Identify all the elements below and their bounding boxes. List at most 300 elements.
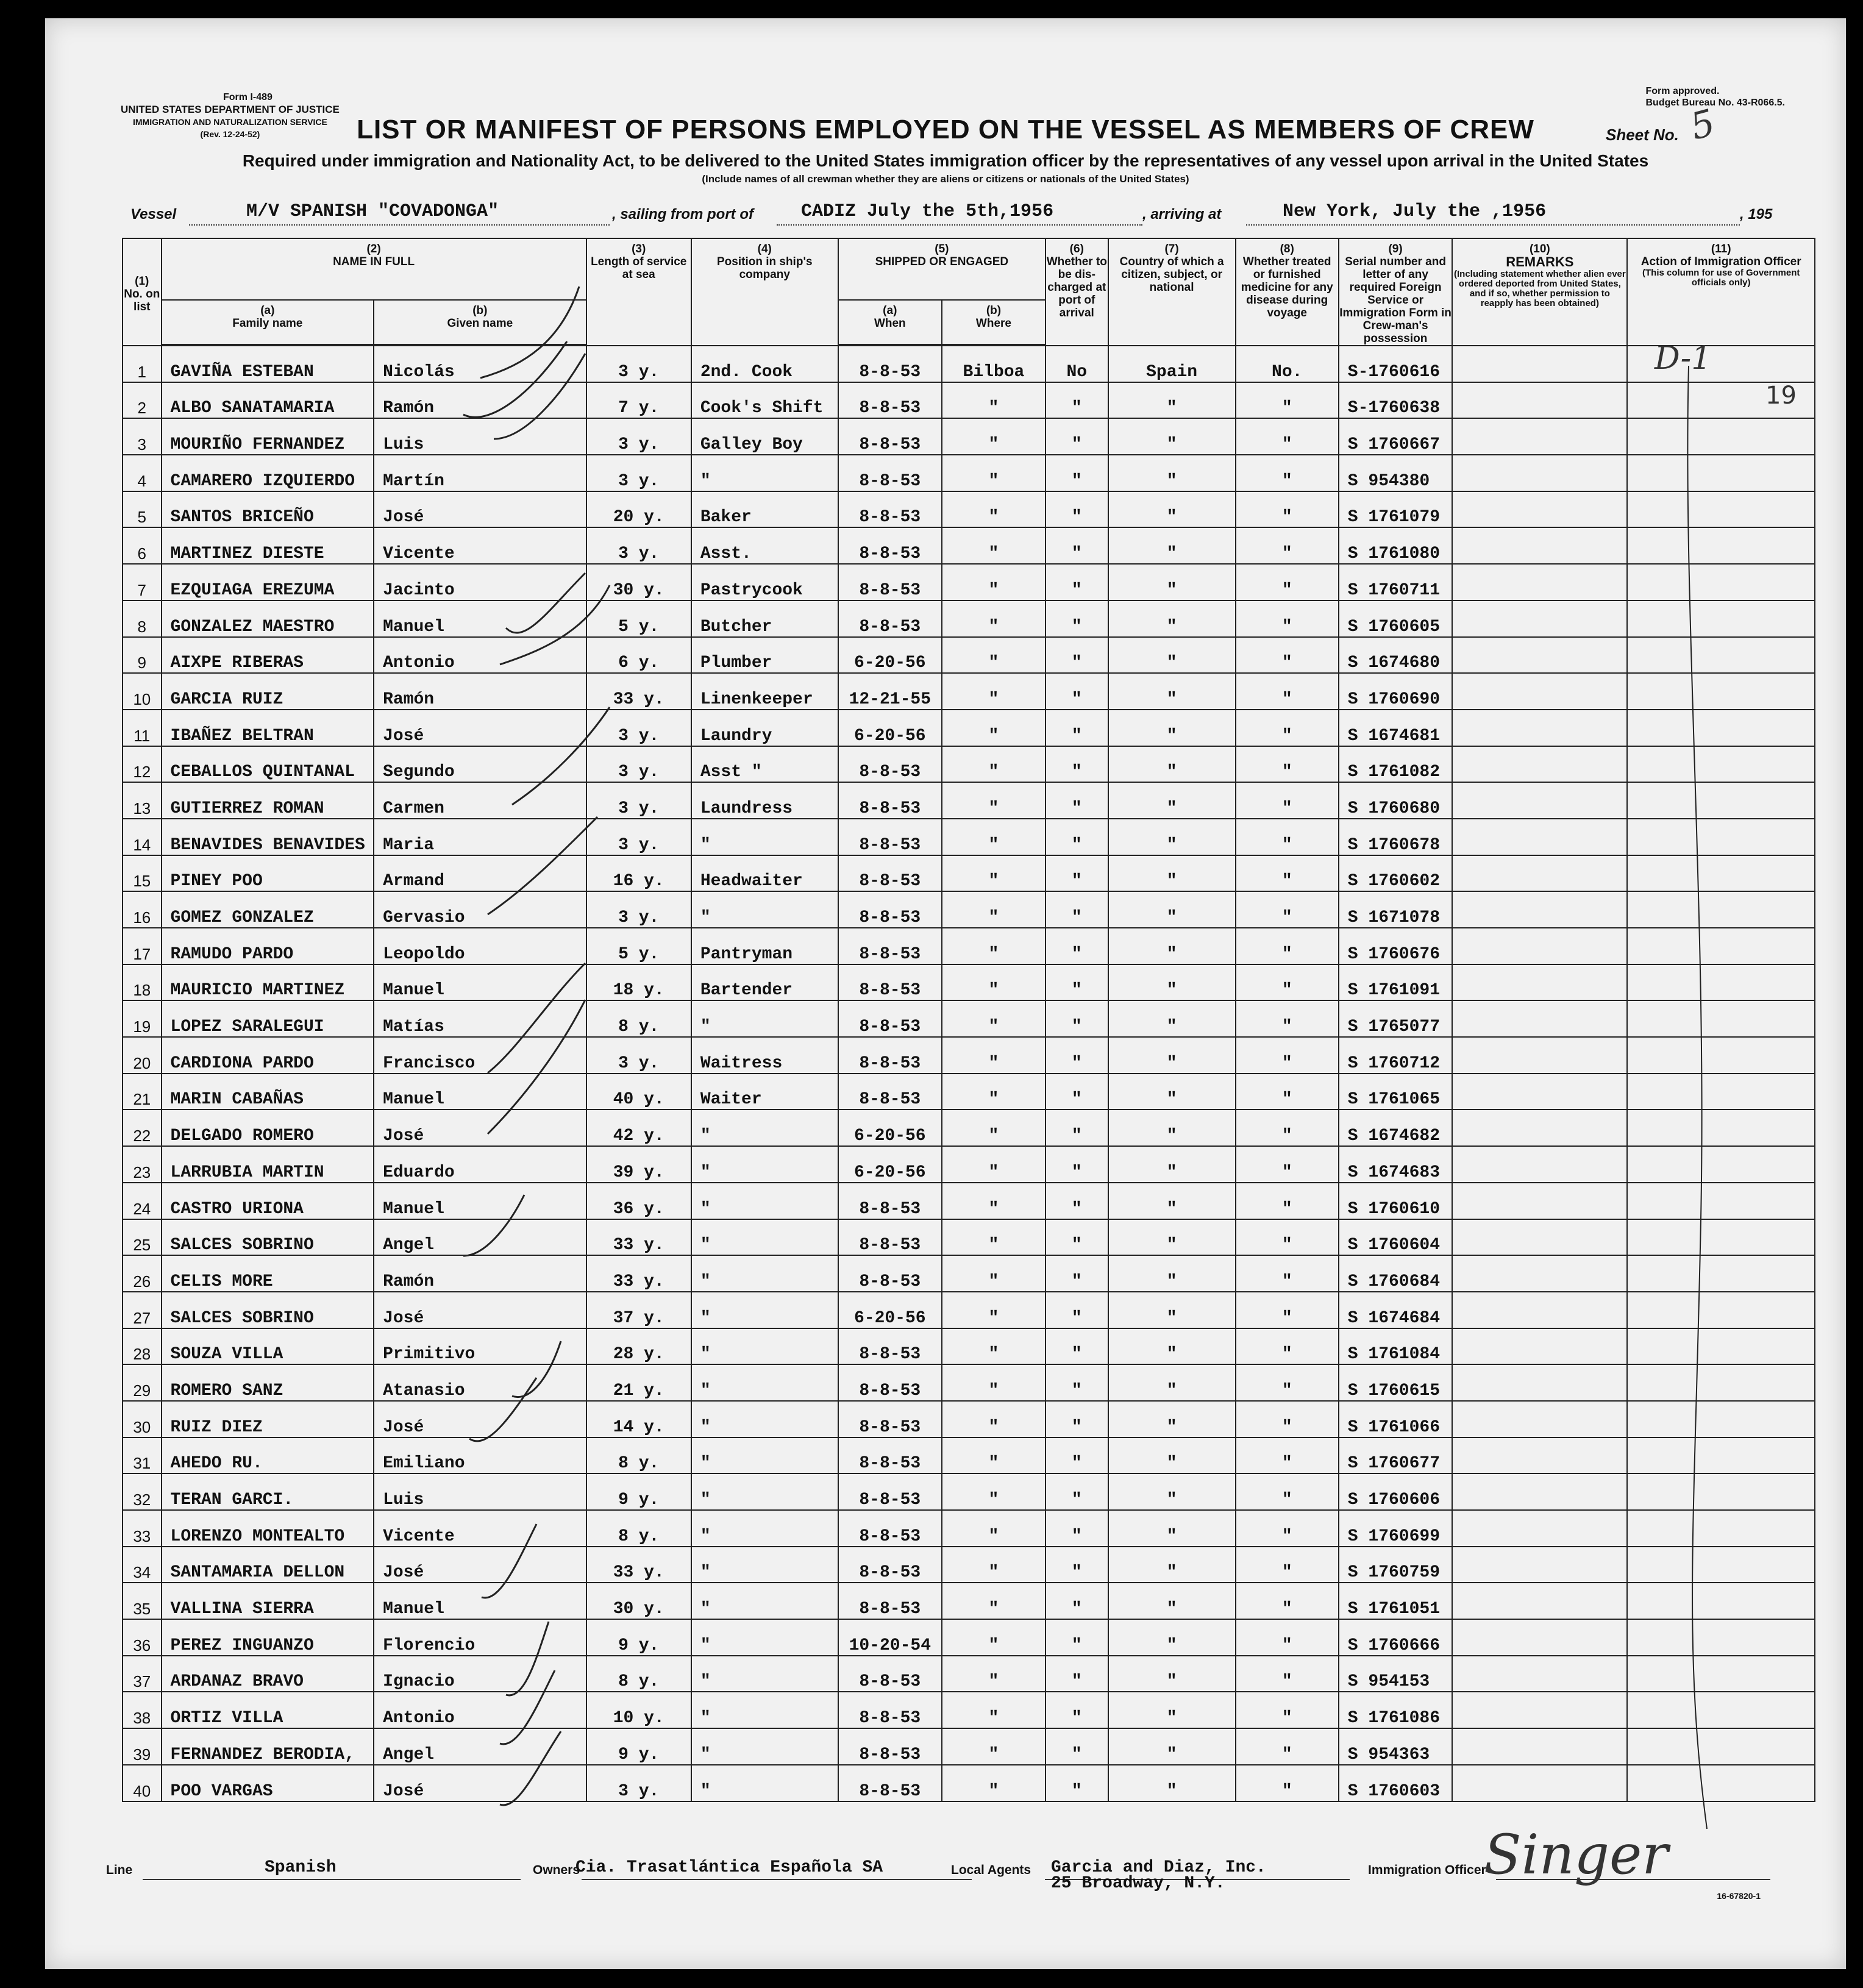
check-mark [506,573,585,633]
treated-cell: " [1236,782,1339,819]
shipped-where-cell: " [942,819,1045,855]
given-name-cell: José [374,491,586,528]
position-cell: " [691,1692,838,1728]
row-number-cell: 18 [123,964,162,1001]
treated-cell: " [1236,1765,1339,1801]
family-name-cell: GUTIERREZ ROMAN [162,782,374,819]
col-3-header: (3) Length of service at sea [586,238,691,346]
service-length-cell: 6 y. [586,637,691,674]
discharged-cell: " [1045,1292,1108,1328]
shipped-where-cell: " [942,1255,1045,1292]
shipped-where-cell: " [942,1583,1045,1619]
col-2a-header: (a) Family name [162,300,374,344]
serial-number-cell: S 1760684 [1339,1255,1453,1292]
discharged-cell: " [1045,1183,1108,1219]
family-name-cell: LOPEZ SARALEGUI [162,1000,374,1037]
check-mark [500,585,610,664]
row-number-cell: 15 [123,855,162,892]
check-mark [482,1524,536,1598]
family-name-cell: MARTINEZ DIESTE [162,527,374,564]
serial-number-cell: S 1760678 [1339,819,1453,855]
serial-number-cell: S 1760690 [1339,673,1453,710]
row-number-cell: 25 [123,1219,162,1256]
sheet-number-label: Sheet No. [1606,126,1679,144]
form-id: Form I-489 [223,92,273,102]
country-cell: " [1108,1438,1236,1474]
shipped-when-cell: 6-20-56 [838,637,942,674]
given-name-cell: José [374,1547,586,1583]
discharged-cell: " [1045,1510,1108,1547]
position-cell: " [691,1510,838,1547]
serial-number-cell: S 1760667 [1339,418,1453,455]
discharged-cell: " [1045,1401,1108,1438]
treated-cell: " [1236,928,1339,964]
country-cell: " [1108,1328,1236,1365]
treated-cell: " [1236,1583,1339,1619]
treated-cell: " [1236,819,1339,855]
family-name-cell: IBAÑEZ BELTRAN [162,710,374,746]
treated-cell: " [1236,1146,1339,1183]
family-name-cell: MAURICIO MARTINEZ [162,964,374,1001]
discharged-cell: " [1045,527,1108,564]
discharged-cell: " [1045,1547,1108,1583]
row-number-cell: 8 [123,600,162,637]
row-number-cell: 19 [123,1000,162,1037]
subtitle-note: (Include names of all crewman whether they are aliens or citizens or nationals of the United States) [702,173,1189,185]
shipped-when-cell: 8-8-53 [838,1183,942,1219]
discharged-cell: " [1045,1037,1108,1074]
given-name-cell: Atanasio [374,1364,586,1401]
family-name-cell: ARDANAZ BRAVO [162,1656,374,1692]
country-cell: " [1108,1692,1236,1728]
country-cell: " [1108,1074,1236,1110]
subtitle: Required under immigration and Nationality Act, to be delivered to the United States immigration officer by the representatives of any vessel upon arrival in the United States [242,151,1649,170]
position-cell: " [691,1401,838,1438]
country-cell: " [1108,527,1236,564]
shipped-when-cell: 8-8-53 [838,600,942,637]
family-name-cell: CEBALLOS QUINTANAL [162,746,374,783]
treated-cell: " [1236,1364,1339,1401]
shipped-where-cell: " [942,600,1045,637]
serial-number-cell: S 1760604 [1339,1219,1453,1256]
sailing-value: CADIZ July the 5th,1956 [801,201,1054,222]
shipped-when-cell: 8-8-53 [838,1438,942,1474]
discharged-cell: " [1045,1438,1108,1474]
serial-number-cell: S 1761079 [1339,491,1453,528]
country-cell: " [1108,382,1236,419]
row-number-cell: 35 [123,1583,162,1619]
row-number-cell: 30 [123,1401,162,1438]
given-name-cell: Ignacio [374,1656,586,1692]
position-cell: " [691,819,838,855]
shipped-when-cell: 8-8-53 [838,782,942,819]
service-length-cell: 5 y. [586,928,691,964]
row-number-cell: 14 [123,819,162,855]
row-number-cell: 39 [123,1728,162,1765]
country-cell: " [1108,1219,1236,1256]
given-name-cell: Angel [374,1728,586,1765]
department: UNITED STATES DEPARTMENT OF JUSTICE [121,104,340,115]
officer-label: Immigration Officer [1368,1863,1486,1877]
shipped-when-cell: 8-8-53 [838,928,942,964]
serial-number-cell: S 1760615 [1339,1364,1453,1401]
family-name-cell: AHEDO RU. [162,1438,374,1474]
service-length-cell: 8 y. [586,1438,691,1474]
check-mark [494,354,585,439]
treated-cell: " [1236,1401,1339,1438]
shipped-when-cell: 8-8-53 [838,891,942,928]
given-name-cell: José [374,710,586,746]
position-cell: Bartender [691,964,838,1001]
service-length-cell: 3 y. [586,819,691,855]
serial-number-cell: S 954363 [1339,1728,1453,1765]
service-length-cell: 9 y. [586,1473,691,1510]
shipped-when-cell: 8-8-53 [838,1000,942,1037]
shipped-where-cell: " [942,1292,1045,1328]
row-number-cell: 6 [123,527,162,564]
service-length-cell: 40 y. [586,1074,691,1110]
service-length-cell: 33 y. [586,673,691,710]
col-5b-header: (b) Where [942,300,1045,344]
given-name-cell: Gervasio [374,891,586,928]
service-length-cell: 3 y. [586,891,691,928]
shipped-where-cell: " [942,491,1045,528]
discharged-cell: " [1045,491,1108,528]
shipped-when-cell: 8-8-53 [838,1728,942,1765]
service-length-cell: 3 y. [586,455,691,491]
position-cell: Galley Boy [691,418,838,455]
discharged-cell: " [1045,1074,1108,1110]
family-name-cell: RUIZ DIEZ [162,1401,374,1438]
given-name-cell: Ramón [374,1255,586,1292]
service-length-cell: 3 y. [586,418,691,455]
given-name-cell: Ramón [374,673,586,710]
discharged-cell: " [1045,855,1108,892]
country-cell: " [1108,891,1236,928]
country-cell: " [1108,1255,1236,1292]
country-cell: " [1108,1510,1236,1547]
serial-number-cell: S 1760603 [1339,1765,1453,1801]
serial-number-cell: S 1760602 [1339,855,1453,892]
given-name-cell: Manuel [374,1183,586,1219]
country-cell: " [1108,1146,1236,1183]
treated-cell: " [1236,455,1339,491]
service-length-cell: 21 y. [586,1364,691,1401]
given-name-cell: Francisco [374,1037,586,1074]
country-cell: Spain [1108,346,1236,382]
service-length-cell: 9 y. [586,1619,691,1656]
shipped-when-cell: 8-8-53 [838,964,942,1001]
col-8-header: (8) Whether treated or furnished medicine for any disease during voyage [1236,238,1339,346]
col-7-header: (7) Country of which a citizen, subject, or national [1108,238,1236,346]
discharged-cell: " [1045,382,1108,419]
serial-number-cell: S 1760606 [1339,1473,1453,1510]
row-number-cell: 33 [123,1510,162,1547]
row-number-cell: 22 [123,1110,162,1146]
service-length-cell: 5 y. [586,600,691,637]
given-name-cell: Manuel [374,964,586,1001]
vessel-value: M/V SPANISH "COVADONGA" [246,201,499,222]
owners-label: Owners [533,1863,580,1877]
form-code: 16-67820-1 [1717,1891,1761,1901]
shipped-where-cell: " [942,1765,1045,1801]
family-name-cell: LARRUBIA MARTIN [162,1146,374,1183]
shipped-when-cell: 8-8-53 [838,1510,942,1547]
line-value: Spanish [265,1858,337,1877]
discharged-cell: " [1045,1146,1108,1183]
sheet-number-value: 5 [1686,101,1720,149]
service-length-cell: 16 y. [586,855,691,892]
shipped-when-cell: 8-8-53 [838,855,942,892]
serial-number-cell: S 1761065 [1339,1074,1453,1110]
row-number-cell: 5 [123,491,162,528]
row-number-cell: 4 [123,455,162,491]
check-mark [500,1670,555,1744]
row-number-cell: 23 [123,1146,162,1183]
row-number-cell: 24 [123,1183,162,1219]
row-number-cell: 36 [123,1619,162,1656]
row-number-cell: 34 [123,1547,162,1583]
country-cell: " [1108,1037,1236,1074]
position-cell: " [691,1110,838,1146]
row-number-cell: 9 [123,637,162,674]
serial-number-cell: S 1760711 [1339,564,1453,600]
country-cell: " [1108,673,1236,710]
family-name-cell: ALBO SANATAMARIA [162,382,374,419]
col-6-header: (6) Whether to be dis-charged at port of arrival [1045,238,1108,346]
family-name-cell: LORENZO MONTEALTO [162,1510,374,1547]
position-cell: Baker [691,491,838,528]
owners-value: Cia. Trasatlántica Española SA [575,1858,883,1877]
discharged-cell: " [1045,891,1108,928]
service-length-cell: 36 y. [586,1183,691,1219]
service-length-cell: 37 y. [586,1292,691,1328]
family-name-cell: RAMUDO PARDO [162,928,374,964]
family-name-cell: EZQUIAGA EREZUMA [162,564,374,600]
position-cell: " [691,1473,838,1510]
page-title: LIST OR MANIFEST OF PERSONS EMPLOYED ON THE VESSEL AS MEMBERS OF CREW [357,115,1534,144]
serial-number-cell: S 1760680 [1339,782,1453,819]
family-name-cell: SANTAMARIA DELLON [162,1547,374,1583]
given-name-cell: Manuel [374,1583,586,1619]
vessel-label: Vessel [130,206,177,223]
position-cell: " [691,1146,838,1183]
shipped-where-cell: " [942,1656,1045,1692]
col-1-header: (1) No. on list [123,238,162,346]
serial-number-cell: S 1761066 [1339,1401,1453,1438]
treated-cell: " [1236,710,1339,746]
margin-number: 19 [1765,382,1797,410]
given-name-cell: Armand [374,855,586,892]
shipped-when-cell: 8-8-53 [838,1328,942,1365]
position-cell: Plumber [691,637,838,674]
approval-line-1: Form approved. [1645,86,1720,96]
row-number-cell: 2 [123,382,162,419]
row-number-cell: 7 [123,564,162,600]
discharged-cell: " [1045,1473,1108,1510]
serial-number-cell: S 1674681 [1339,710,1453,746]
serial-number-cell: S-1760616 [1339,346,1453,382]
country-cell: " [1108,964,1236,1001]
row-number-cell: 17 [123,928,162,964]
col-2b-header: (b) Given name [374,300,586,344]
treated-cell: " [1236,491,1339,528]
service-length-cell: 20 y. [586,491,691,528]
country-cell: " [1108,564,1236,600]
country-cell: " [1108,782,1236,819]
position-cell: " [691,1656,838,1692]
country-cell: " [1108,455,1236,491]
country-cell: " [1108,491,1236,528]
discharged-cell: " [1045,418,1108,455]
position-cell: " [691,1328,838,1365]
family-name-cell: DELGADO ROMERO [162,1110,374,1146]
shipped-where-cell: Bilboa [942,346,1045,382]
family-name-cell: GONZALEZ MAESTRO [162,600,374,637]
position-cell: " [691,1547,838,1583]
position-cell: Pantryman [691,928,838,964]
given-name-cell: Eduardo [374,1146,586,1183]
treated-cell: " [1236,1074,1339,1110]
row-number-cell: 13 [123,782,162,819]
given-name-cell: Manuel [374,600,586,637]
treated-cell: " [1236,382,1339,419]
discharged-cell: " [1045,782,1108,819]
shipped-where-cell: " [942,1438,1045,1474]
arriving-label: , arriving at [1142,206,1222,223]
treated-cell: " [1236,1110,1339,1146]
treated-cell: " [1236,418,1339,455]
country-cell: " [1108,1583,1236,1619]
service-length-cell: 33 y. [586,1219,691,1256]
discharged-cell: " [1045,455,1108,491]
shipped-where-cell: " [942,964,1045,1001]
shipped-when-cell: 8-8-53 [838,564,942,600]
discharged-cell: " [1045,928,1108,964]
treated-cell: " [1236,1255,1339,1292]
family-name-cell: SANTOS BRICEÑO [162,491,374,528]
serial-number-cell: S 1760605 [1339,600,1453,637]
country-cell: " [1108,1110,1236,1146]
given-name-cell: Jacinto [374,564,586,600]
col-5a-header: (a) When [838,300,942,344]
position-cell: Headwaiter [691,855,838,892]
agents-label: Local Agents [951,1863,1031,1877]
row-number-cell: 40 [123,1765,162,1801]
position-cell: Laundress [691,782,838,819]
shipped-where-cell: " [942,637,1045,674]
treated-cell: " [1236,964,1339,1001]
country-cell: " [1108,1292,1236,1328]
treated-cell: " [1236,527,1339,564]
serial-number-cell: S 1761086 [1339,1692,1453,1728]
country-cell: " [1108,928,1236,964]
given-name-cell: José [374,1765,586,1801]
line-label: Line [106,1863,133,1877]
serial-number-cell: S 1761091 [1339,964,1453,1001]
row-number-cell: 10 [123,673,162,710]
year-label: , 195 [1740,206,1773,223]
shipped-when-cell: 8-8-53 [838,1074,942,1110]
shipped-when-cell: 8-8-53 [838,1692,942,1728]
country-cell: " [1108,710,1236,746]
discharged-cell: " [1045,746,1108,783]
shipped-when-cell: 8-8-53 [838,1765,942,1801]
service-length-cell: 10 y. [586,1692,691,1728]
treated-cell: " [1236,1000,1339,1037]
position-cell: " [691,1438,838,1474]
family-name-cell: CAMARERO IZQUIERDO [162,455,374,491]
discharged-cell: " [1045,1110,1108,1146]
discharged-cell: " [1045,1728,1108,1765]
service-length-cell: 33 y. [586,1547,691,1583]
given-name-cell: Antonio [374,637,586,674]
treated-cell: " [1236,1037,1339,1074]
family-name-cell: CELIS MORE [162,1255,374,1292]
family-name-cell: ROMERO SANZ [162,1364,374,1401]
discharged-cell: " [1045,1219,1108,1256]
discharged-cell: No [1045,346,1108,382]
shipped-where-cell: " [942,1037,1045,1074]
check-mark [512,707,610,805]
shipped-when-cell: 12-21-55 [838,673,942,710]
discharged-cell: " [1045,1364,1108,1401]
position-cell: 2nd. Cook [691,346,838,382]
given-name-cell: José [374,1110,586,1146]
serial-number-cell: S 1761084 [1339,1328,1453,1365]
shipped-when-cell: 8-8-53 [838,455,942,491]
discharged-cell: " [1045,1000,1108,1037]
treated-cell: " [1236,1219,1339,1256]
country-cell: " [1108,637,1236,674]
given-name-cell: José [374,1401,586,1438]
shipped-where-cell: " [942,1074,1045,1110]
position-cell: Asst " [691,746,838,783]
action-note: D-1 [1655,340,1712,377]
row-number-cell: 26 [123,1255,162,1292]
shipped-where-cell: " [942,1000,1045,1037]
service-length-cell: 3 y. [586,1037,691,1074]
shipped-when-cell: 6-20-56 [838,1292,942,1328]
treated-cell: " [1236,746,1339,783]
family-name-cell: BENAVIDES BENAVIDES [162,819,374,855]
shipped-where-cell: " [942,782,1045,819]
treated-cell: " [1236,564,1339,600]
given-name-cell: Florencio [374,1619,586,1656]
country-cell: " [1108,600,1236,637]
serial-number-cell: S 1761082 [1339,746,1453,783]
service-length-cell: 8 y. [586,1510,691,1547]
family-name-cell: AIXPE RIBERAS [162,637,374,674]
service-length-cell: 42 y. [586,1110,691,1146]
col-4-header: (4) Position in ship's company [691,238,838,346]
country-cell: " [1108,1183,1236,1219]
col-9-header: (9) Serial number and letter of any required Foreign Service or Immigration Form in Crew-man's possession [1339,238,1453,346]
shipped-when-cell: 8-8-53 [838,418,942,455]
discharged-cell: " [1045,964,1108,1001]
row-number-cell: 28 [123,1328,162,1365]
service-length-cell: 8 y. [586,1000,691,1037]
country-cell: " [1108,1765,1236,1801]
treated-cell: " [1236,1547,1339,1583]
serial-number-cell: S 1674683 [1339,1146,1453,1183]
shipped-when-cell: 10-20-54 [838,1619,942,1656]
row-number-cell: 3 [123,418,162,455]
shipped-where-cell: " [942,710,1045,746]
discharged-cell: " [1045,1619,1108,1656]
discharged-cell: " [1045,1328,1108,1365]
position-cell: Waiter [691,1074,838,1110]
